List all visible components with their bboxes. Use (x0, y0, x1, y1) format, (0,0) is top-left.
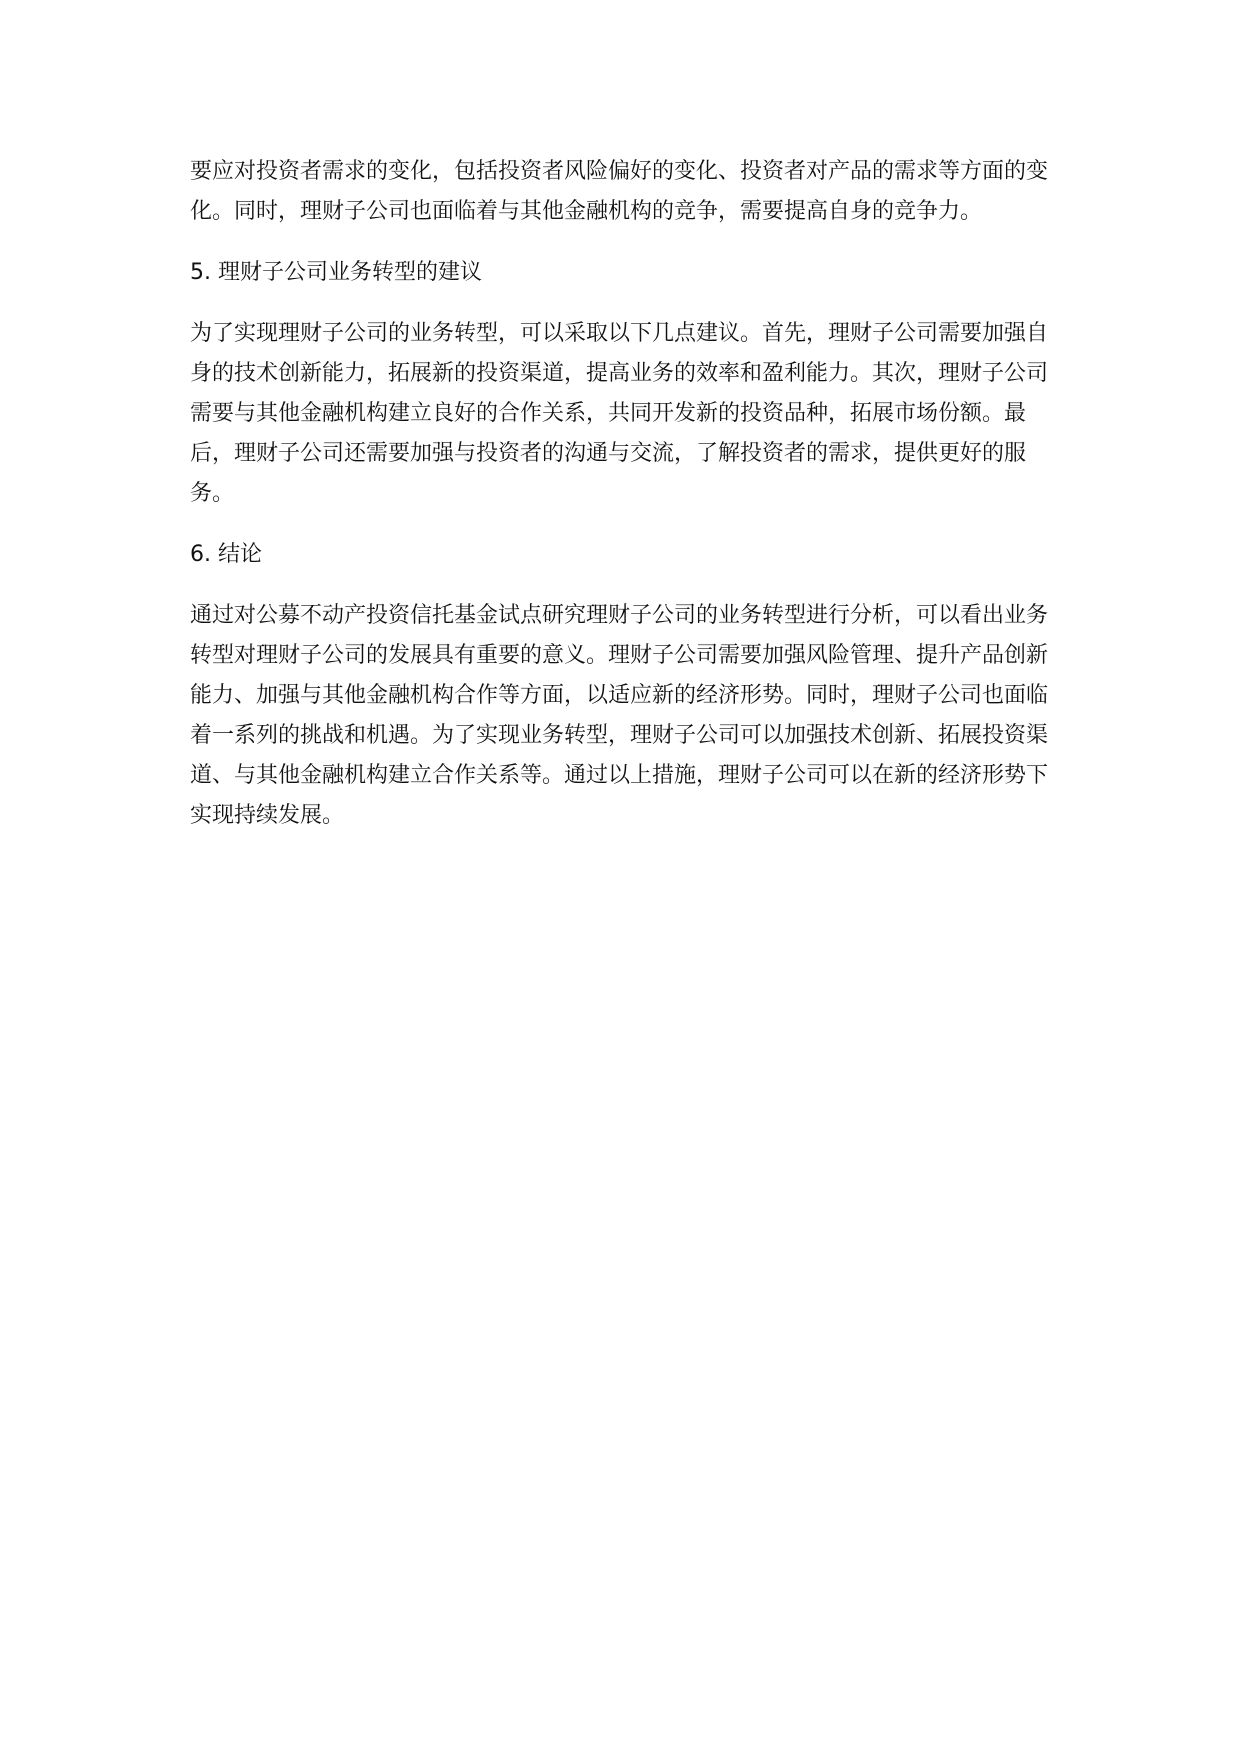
paragraph-transformation-suggestions: 为了实现理财子公司的业务转型，可以采取以下几点建议。首先，理财子公司需要加强自身的技术创新能力，拓展新的投资渠道，提高业务的效率和盈利能力。其次，理财子公司需要与其他金融机构建立良好的合作关系，共同开发新的投资品种，拓展市场份额。最后，理财子公司还需要加强与投资者的沟通与交流，了解投资者的需求，提供更好的服务。 (190, 321, 1049, 506)
document-content (190, 152, 1070, 857)
paragraph-investor-demand: 要应对投资者需求的变化，包括投资者风险偏好的变化、投资者对产品的需求等方面的变化。同时，理财子公司也面临着与其他金融机构的竞争，需要提高自身的竞争力。 (190, 159, 1049, 224)
section-heading-5: 5. 理财子公司业务转型的建议 (190, 260, 482, 285)
paragraph-conclusion: 通过对公募不动产投资信托基金试点研究理财子公司的业务转型进行分析，可以看出业务转型对理财子公司的发展具有重要的意义。理财子公司需要加强风险管理、提升产品创新能力、加强与其他金融机构合作等方面，以适应新的经济形势。同时，理财子公司也面临着一系列的挑战和机遇。为了实现业务转型，理财子公司可以加强技术创新、拓展投资渠道、与其他金融机构建立合作关系等。通过以上措施，理财子公司可以在新的经济形势下实现持续发展。 (190, 603, 1049, 828)
section-heading-6: 6. 结论 (190, 542, 262, 567)
